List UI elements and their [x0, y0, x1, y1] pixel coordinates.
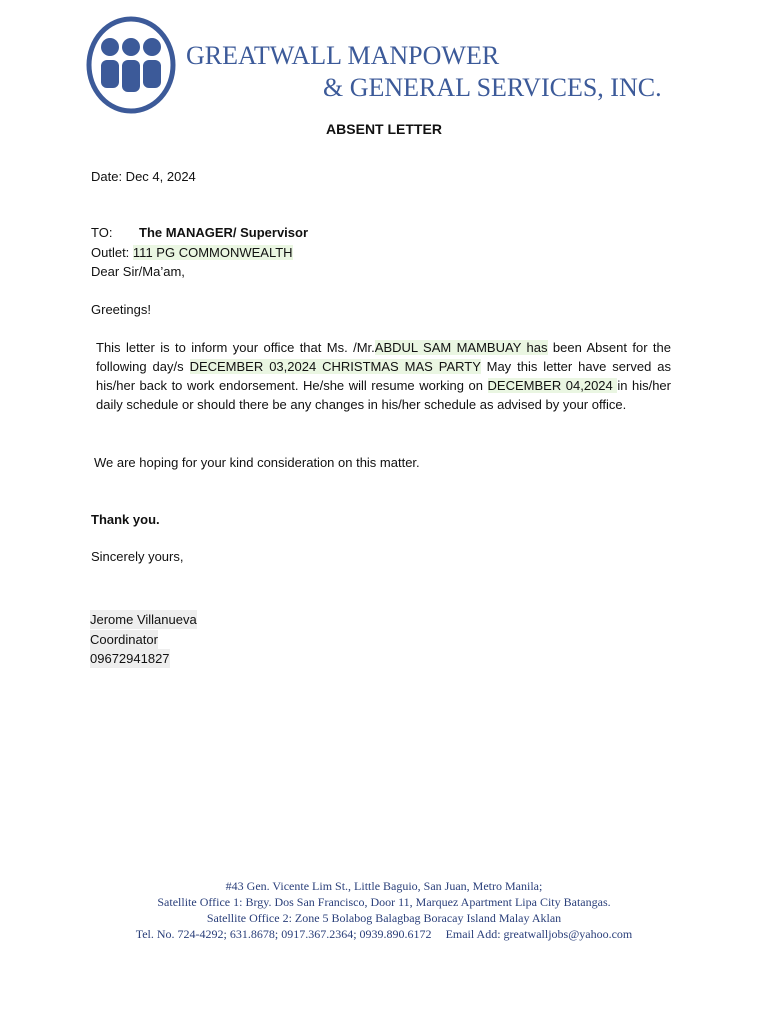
body-paragraph [96, 338, 671, 414]
company-logo-icon [86, 16, 176, 114]
letterhead-footer [0, 878, 768, 942]
footer-email: Email Add: greatwalljobs@yahoo.com [445, 927, 633, 941]
outlet-label: Outlet: [91, 245, 130, 260]
resume-date: DECEMBER 04,2024 [487, 378, 618, 393]
footer-address-satellite2: Satellite Office 2: Zone 5 Bolabog Balagbag Boracay Island Malay Aklan [206, 911, 562, 925]
signatory-position: Coordinator [90, 632, 158, 647]
body-text-b: been Absent for the following day/s [96, 340, 671, 374]
footer-address-satellite1: Satellite Office 1: Brgy. Dos San Francisco, Door 11, Marquez Apartment Lipa City Batangas. [157, 895, 611, 909]
closing: Sincerely yours, [91, 549, 184, 564]
to-label: TO: [91, 225, 113, 240]
footer-address-main: #43 Gen. Vicente Lim St., Little Baguio, San Juan, Metro Manila; [225, 879, 543, 893]
employee-name: ABDUL SAM MAMBUAY has [374, 340, 548, 355]
recipient-value: The MANAGER/ Supervisor [139, 225, 309, 240]
footer-contact [0, 926, 768, 942]
outlet-value: 111 PG COMMONWEALTH [132, 245, 293, 260]
company-name-line1: GREATWALL MANPOWER [186, 41, 500, 70]
body-text-c: May this letter have served as his/her back to work endorsement. He/she will resume working on [96, 359, 671, 393]
thank-you: Thank you. [91, 512, 160, 527]
letter-date: Date: Dec 4, 2024 [91, 169, 196, 184]
footer-tel: Tel. No. 724-4292; 631.8678; 0917.367.2364; 0939.890.6172 [135, 927, 432, 941]
signatory-name: Jerome Villanueva [90, 612, 197, 627]
greeting: Greetings! [91, 302, 151, 317]
salutation: Dear Sir/Ma’am, [91, 264, 185, 279]
recipient-line [91, 223, 308, 242]
body-text-d: in his/her daily schedule or should there be any changes in his/her schedule as advised by your office. [96, 378, 671, 412]
signatory-phone: 09672941827 [90, 651, 170, 666]
body-text-a: This letter is to inform your office that Ms. /Mr. [96, 340, 375, 355]
absent-date: DECEMBER 03,2024 CHRISTMAS MAS PARTY [189, 359, 481, 374]
letter-title: ABSENT LETTER [326, 121, 442, 137]
consideration-paragraph: We are hoping for your kind consideration on this matter. [94, 455, 420, 470]
company-name-line2: & GENERAL SERVICES, INC. [323, 73, 662, 102]
outlet-line [91, 243, 293, 262]
